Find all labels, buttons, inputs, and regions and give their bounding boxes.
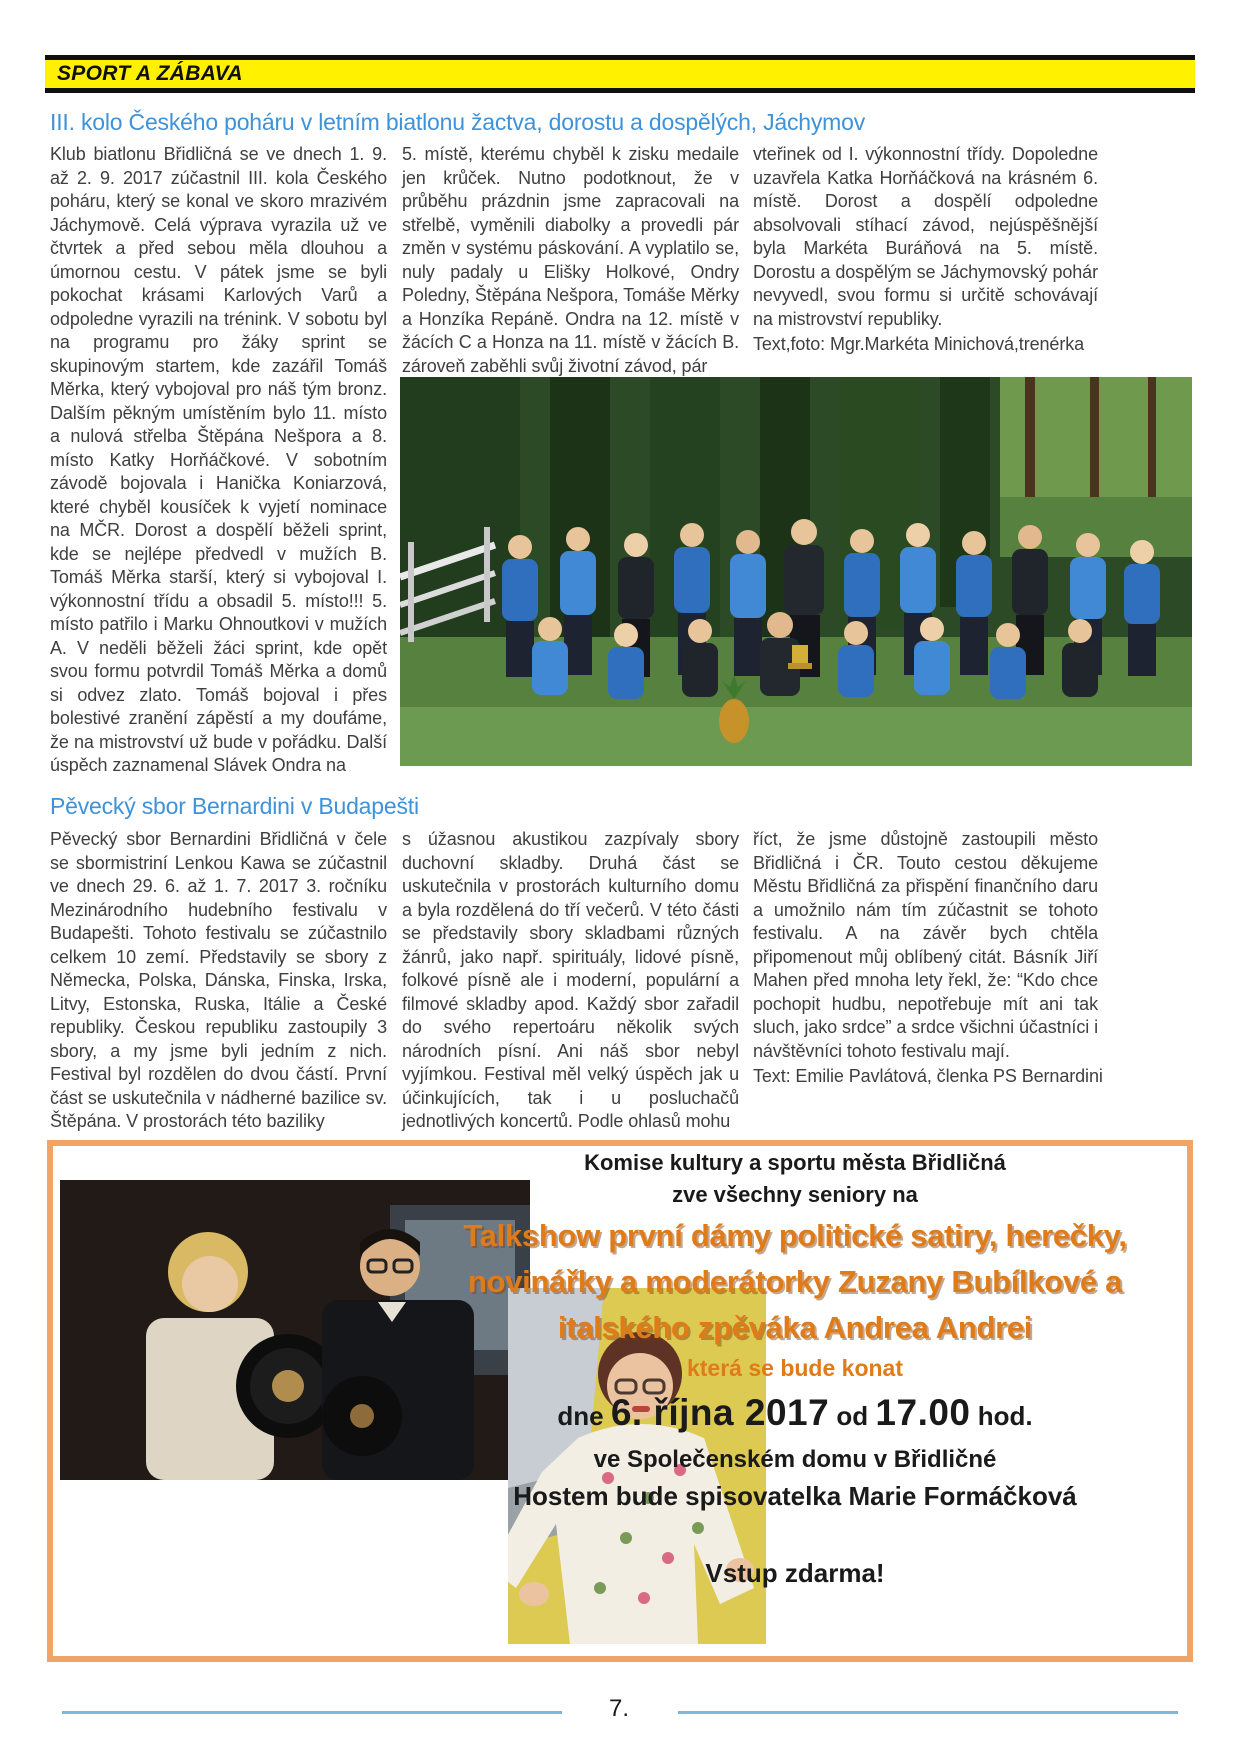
announcement-invite-line1: Komise kultury a sportu města Břidličná bbox=[584, 1150, 1006, 1175]
article2-column-3-text: říct, že jsme důstojně zastoupili město Břidličná i ČR. Touto cestou děkujeme Městu Břidličná za přispění finančního daru a umožnilo nám tím zúčastnit se tohoto festivalu. A na závěr bych chtěla připomenout můj oblíbený citát. Básník Jiří Mahen před mnoha lety řekl, že: “Kdo chce pochopit hudbu, nepotřebuje mít ani tak sluch, jako srdce” a srdce všichni účastníci i návštěvníci tohoto festivalu mají. bbox=[753, 829, 1098, 1061]
biathlon-team-photo-illustration bbox=[400, 377, 1192, 766]
page-number: 7. bbox=[608, 1695, 629, 1722]
announcement-text bbox=[400, 1150, 1190, 1589]
announcement-title-line3: italského zpěváka Andrea Andrei bbox=[557, 1310, 1033, 1345]
article1-column-3-text: vteřinek od I. výkonnostní třídy. Dopoledne uzavřela Katka Horňáčková na krásném 6. místě. Dorost a dospělí odpoledne absolvovali stíhací závod, nejúspěšnější byla Markéta Buráňová na 5. místě. Dorostu a dospělým se Jáchymovský pohár nevyvedl, svou formu si určitě schovávají na mistrovství republiky. bbox=[753, 144, 1098, 329]
article1-credit: Text,foto: Mgr.Markéta Minichová,trenérka bbox=[753, 334, 1085, 354]
date-label: dne bbox=[557, 1401, 611, 1431]
announcement-title-line2: novinářky a moderátorky Zuzany Bubílkové a bbox=[467, 1264, 1123, 1299]
article2-headline: Pěvecký sbor Bernardini v Budapešti bbox=[50, 793, 419, 819]
announcement-venue: ve Společenském domu v Břidličné bbox=[593, 1446, 997, 1473]
announcement-subtitle: která se bude konat bbox=[686, 1355, 904, 1381]
article1-headline: III. kolo Českého poháru v letním biatlonu žactva, dorostu a dospělých, Jáchymov bbox=[50, 109, 865, 135]
article1-column-1: Klub biatlonu Břidličná se ve dnech 1. 9. až 2. 9. 2017 zúčastnil III. kola Českého poháru, který se konal ve skoro mrazivém Jáchymově. Celá výprava vyrazila už ve čtvrtek a před sebou měla dlouhou a úmornou cestu. V pátek jsme se byli pokochat krásami Karlových Varů a odpoledne vyrazili na trénink. V sobotu byl na programu pro žáky sprint se skupinovým startem, kde zazářil Tomáš Měrka, který vybojoval pro náš tým bronz. Dalším pěkným umístěním bylo 11. místo a nulová střelba Štěpána Nešpora a 8. místo Katky Horňáčkové. V sobotním závodě bojovala i Hanička Koniarzová, které chyběl kousíček k vyjetí nominace na MČR. Dorost a dospělí běželi sprint, kde se nejlépe předvedl v mužích B. Tomáš Měrka starší, který si vybojoval I. výkonnostní třídu a obsadil 5. místo!!! 5. místo patřilo i Marku Ohnoutkovi v mužích A. V neděli běželi žáci sprint, kde opět svou formu potvrdil Tomáš Měrka a domů si odvez zlato. Tomáš bojoval i přes bolestivé zranění zápěstí a my doufáme, že na mistrovství už bude v pořádku. Další úspěch zaznamenal Slávek Ondra na bbox=[50, 144, 387, 775]
article2-column-2: s úžasnou akustikou zazpívaly sbory duchovní skladby. Druhá část se uskutečnila v prostorách kulturního domu a byla rozdělená do tří večerů. V této části se představily sbory skladbami různých žánrů, jako např. spirituály, lidové písně, folkové písně ale i moderní, populární a filmové skladby apod. Každý sbor zařadil do svého repertoáru několik svých národních písní. Ani náš sbor nebyl vyjímkou. Festival měl velký úspěch jak u účinkujících, tak i u posluchačů jednotlivých koncertů. Podle ohlasů mohu bbox=[402, 829, 739, 1131]
date-value: 6. října 2017 bbox=[610, 1392, 830, 1433]
announcement-date-line bbox=[400, 1391, 1190, 1443]
article2-column-1: Pěvecký sbor Bernardini Břidličná v čele se sbormistriní Lenkou Kawa se zúčastnil ve dnech 29. 6. až 1. 7. 2017 3. ročníku Mezinárodního hudebního festivalu v Budapešti. Tohoto festivalu se zúčastnilo celkem 10 zemí. Představily se sbory z Německa, Polska, Dánska, Finska, Irska, Litvy, Estonska, Ruska, Itálie a České republiky. Českou republiku zastoupily 3 sbory, a my jsme byli jedním z nich. Festival byl rozdělen do dvou částí. První část se uskutečnila v nádherné bazilice sv. Štěpána. V prostorách této baziliky bbox=[50, 829, 387, 1131]
time-unit: hod. bbox=[970, 1401, 1033, 1431]
article2-column-3 bbox=[753, 828, 1103, 1089]
section-header-bar bbox=[45, 55, 1195, 93]
announcement-invite-line2: zve všechny seniory na bbox=[672, 1182, 918, 1207]
article1-column-2: 5. místě, kterému chyběl k zisku medaile jen krůček. Nutno podotknout, že v průběhu prázdnin jsme zapracovali na střelbě, vyměnili diabolky a provedli pár změn v systému páskování. A vyplatilo se, nuly padaly u Elišky Holkové, Ondry Poledny, Štěpána Nešpora, Tomáše Měrky a Honzíka Repáně. Ondra na 12. místě v žácích C a Honza na 11. místě v žácích B. zároveň zaběhli svůj životní závod, pár bbox=[402, 144, 739, 376]
announcement-title-line1: Talkshow první dámy politické satiry, herečky, bbox=[463, 1218, 1127, 1253]
article1-column-3 bbox=[753, 143, 1098, 357]
footer-rule-right bbox=[678, 1711, 1178, 1714]
announcement-admission: Vstup zdarma! bbox=[705, 1558, 885, 1588]
footer-rule-left bbox=[62, 1711, 562, 1714]
time-label: od bbox=[829, 1401, 876, 1431]
section-title: SPORT A ZÁBAVA bbox=[57, 62, 243, 85]
time-value: 17.00 bbox=[875, 1392, 971, 1433]
biathlon-team-photo bbox=[400, 377, 1192, 766]
article2-credit: Text: Emilie Pavlátová, členka PS Bernardini bbox=[753, 1066, 1103, 1086]
announcement-guest: Hostem bude spisovatelka Marie Formáčková bbox=[513, 1481, 1077, 1511]
